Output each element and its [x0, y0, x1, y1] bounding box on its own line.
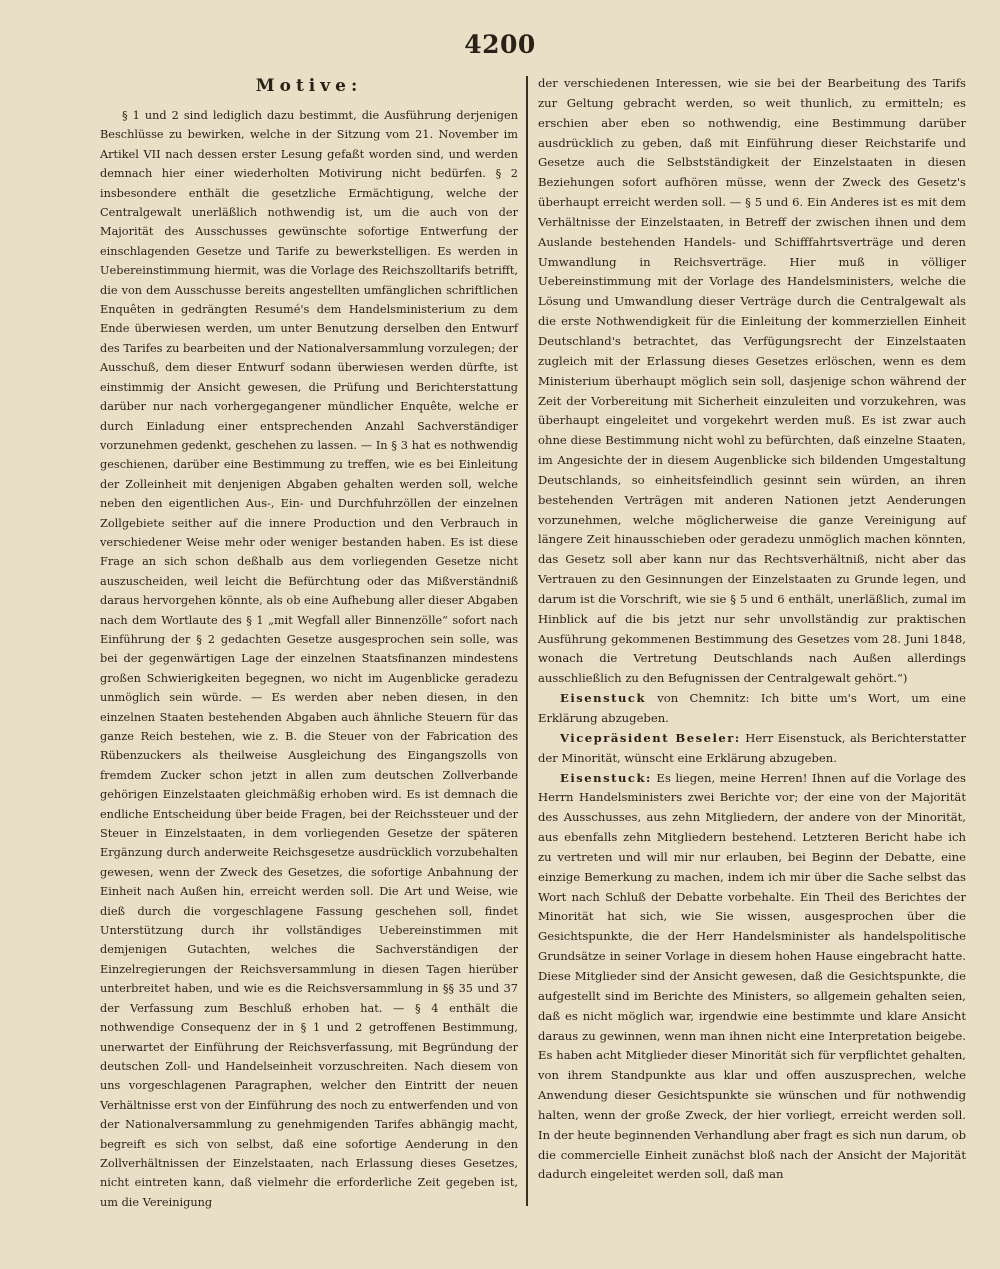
speech-vicepresident	[538, 729, 966, 769]
continuation-paragraph: der verschiedenen Interessen, wie sie bei der Bearbeitung des Tarifs zur Geltung gebracht werden, so weit thunlich, zu ermitteln; es erschien aber eben so nothwendig, eine Bestimmung darüber ausdrücklich zu geben, daß mit Einführung dieser Reichstarife und Gesetze auch die Selbstständigkeit der Einzelstaaten in diesen Beziehungen sofort aufhören müsse, wenn der Zweck des Gesetz's überhaupt erreicht werden soll. — § 5 und 6. Ein Anderes ist es mit dem Verhältnisse der Einzelstaaten, in Betreff der zwischen ihnen und dem Auslande bestehenden Handels- und Schifffahrtsverträge und deren Umwandlung in Reichsverträge. Hier muß in völliger Uebereinstimmung mit der Vorlage des Handelsministers, welche die Lösung und Umwandlung dieser Verträge durch die Centralgewalt als die erste Nothwendigkeit für die Einleitung der kommerziellen Einheit Deutschland's betrachtet, das Verfügungsrecht der Einzelstaaten zugleich mit der Erlassung dieses Gesetzes erlöschen, wenn es dem Ministerium überhaupt möglich sein soll, dasjenige schon während der Zeit der Vorbereitung mit Sicherheit einzuleiten und vorzukehren, was überhaupt eingeleitet und vorgekehrt werden muß. Es ist zwar auch ohne diese Bestimmung nicht wohl zu befürchten, daß einzelne Staaten, im Angesichte der in diesem Augenblicke sich bildenden Umgestaltung Deutschlands, so einheitsfeindlich gesinnt sein würden, an ihren bestehenden Verträgen mit anderen Nationen jetzt Aenderungen vorzunehmen, welche möglicherweise die ganze Vereinigung auf längere Zeit hinausschieben oder geradezu unmöglich machen könnten, das Gesetz soll aber kann nur das Rechtsverhältniß, nicht aber das Vertrauen zu den Gesinnungen der Einzelstaaten zu Grunde legen, und darum ist die Vorschrift, wie sie § 5 und 6 enthält, unerläßlich, zumal im Hinblick auf die bis jetzt nur sehr unvollständig zur praktischen Ausführung gekommenen Bestimmung des Gesetzes vom 28. Juni 1848, wonach die Vertretung Deutschlands nach Außen allerdings ausschließlich zu den Befugnissen der Centralgewalt gehört.“)	[538, 76, 966, 686]
page-number: 4200	[464, 30, 536, 59]
speech-text: von Chemnitz: Ich bitte um's Wort, um eine Erklärung abzugeben.	[538, 691, 966, 725]
speech-eisenstuck-request	[538, 689, 966, 729]
speaker-name: Vicepräsident Beseler:	[560, 730, 741, 745]
right-column	[538, 74, 966, 1185]
column-divider	[526, 76, 528, 1206]
left-column	[100, 74, 518, 1212]
speech-text: Herr Eisenstuck, als Berichterstatter der Minorität, wünscht eine Erklärung abzugeben.	[538, 730, 967, 765]
section-heading: Motive:	[255, 76, 363, 96]
speech-text: Es liegen, meine Herren! Ihnen auf die Vorlage des Herrn Handelsministers zwei Berichte vor; der eine von der Majorität des Ausschusses, aus zehn Mitgliedern, der andere von der Minorität, aus ebenfalls zehn Mitgliedern bestehend. Letzteren Bericht habe ich zu vertreten und will mir nur erlauben, bei Beginn der Debatte, eine einzige Bemerkung zu machen, indem ich mir über die Sache selbst das Wort nach Schluß der Debatte vorbehalte. Ein Theil des Berichtes der Minorität hat sich, wie Sie wissen, ausgesprochen über die Gesichtspunkte, die der Herr Handelsminister als handelspolitische Grundsätze in seiner Vorlage in diesem hohen Hause eingebracht hatte. Diese Mitglieder sind der Ansicht gewesen, daß die Gesichtspunkte, die aufgestellt sind im Berichte des Ministers, so allgemein gehalten seien, daß es nicht möglich war, irgendwie eine bestimmte und klare Ansicht daraus zu gewinnen, wenn man ihnen nicht eine Interpretation beigebe. Es haben acht Mitglieder dieser Minorität sich für verpflichtet gehalten, von ihrem Standpunkte aus klar und offen auszusprechen, welche Anwendung dieser Gesichtspunkte sie wünschen und für nothwendig halten, wenn der große Zweck, der hier vorliegt, erreicht werden soll. In der heute beginnenden Verhandlung aber fragt es sich nun darum, ob die commercielle Einheit zunächst bloß nach der Ansicht der Majorität dadurch eingeleitet werden soll, daß man	[538, 770, 967, 1182]
speech-eisenstuck	[538, 769, 966, 1186]
motive-paragraph: § 1 und 2 sind lediglich dazu bestimmt, die Ausführung derjenigen Beschlüsse zu bewirken, welche in der Sitzung vom 21. November im Artikel VII nach dessen erster Lesung gefaßt worden sind, und werden demnach hier einer wiederholten Motivirung nicht bedürfen. § 2 insbesondere enthält die gesetzliche Ermächtigung, welche der Centralgewalt unerläßlich nothwendig ist, um die auch von der Majorität des Ausschusses gewünschte sofortige Entwerfung der einschlagenden Gesetze und Tarife zu bewerkstelligen. Es werden in Uebereinstimmung hiermit, was die Vorlage des Reichszolltarifs betrifft, die von dem Ausschusse bereits angestellten umfänglichen schriftlichen Enquêten in gedrängten Resumé's dem Handelsministerium zu dem Ende überwiesen werden, um unter Benutzung derselben den Entwurf des Tarifes zu bearbeiten und der Nationalversammlung vorzulegen; der Ausschuß, dem dieser Entwurf sodann überwiesen werden dürfte, ist einstimmig der Ansicht gewesen, die Prüfung und Berichterstattung darüber nur nach vorhergegangener mündlicher Enquête, welche er durch Einladung einer entsprechenden Anzahl Sachverständiger vorzunehmen gedenkt, geschehen zu lassen. — In § 3 hat es nothwendig geschienen, darüber eine Bestimmung zu treffen, wie es bei Einleitung der Zolleinheit mit denjenigen Abgaben gehalten werden soll, welche neben den eigentlichen Aus-, Ein- und Durchfuhrzöllen der einzelnen Zollgebiete seither auf die innere Production und den Verbrauch in verschiedener Weise mehr oder weniger bestanden haben. Es ist diese Frage an sich schon deßhalb aus dem vorliegenden Gesetze nicht auszuscheiden, weil leicht die Befürchtung oder das Mißverständniß daraus hervorgehen könnte, als ob eine Aufhebung aller dieser Abgaben nach dem Wortlaute des § 1 „mit Wegfall aller Binnenzölle“ sofort nach Einführung der § 2 gedachten Gesetze ausgesprochen sein solle, was bei der gegenwärtigen Lage der einzelnen Staatsfinanzen mindestens großen Schwierigkeiten begegnen, wo nicht im Augenblicke geradezu unmöglich sein würde. — Es werden aber neben diesen, in den einzelnen Staaten bestehenden Abgaben auch ähnliche Steuern für das ganze Reich bestehen, wie z. B. die Steuer von der Fabrication des Rübenzuckers als theilweise Ausgleichung des Eingangszolls von fremdem Zucker schon jetzt in allen zum deutschen Zollverbande gehörigen Einzelstaaten gleichmäßig erhoben wird. Es ist demnach die endliche Entscheidung über beide Fragen, bei der Reichssteuer und der Steuer in Einzelstaaten, in dem vorliegenden Gesetze der späteren Ergänzung durch anderweite Reichsgesetze ausdrücklich vorzubehalten gewesen, wenn der Zweck des Gesetzes, die sofortige Anbahnung der Einheit nach Außen hin, erreicht werden soll. Die Art und Weise, wie dieß durch die vorgeschlagene Fassung geschehen soll, findet Unterstützung durch ihr vollständiges Uebereinstimmen mit demjenigen Gutachten, welches die Sachverständigen der Einzelregierungen der Reichsversammlung in diesen Tagen hierüber unterbreitet haben, und wie es die Reichsversammlung in §§ 35 und 37 der Verfassung zum Beschluß erhoben hat. — § 4 enthält die nothwendige Consequenz der in § 1 und 2 getroffenen Bestimmung, unerwartet der Einführung der Reichsverfassung, mit Begründung der deutschen Zoll- und Handelseinheit vorzuschreiten. Nach diesem von uns vorgeschlagenen Paragraphen, welcher den Eintritt der neuen Verhältnisse erst von der Einführung des noch zu entwerfenden und von der Nationalversammlung zu genehmigenden Tarifes abhängig macht, begreift es sich von selbst, daß eine sofortige Aenderung in den Zollverhältnissen der Einzelstaaten, nach Erlassung dieses Gesetzes, nicht eintreten kann, daß vielmehr die erforderliche Zeit gegeben ist, um die Vereinigung	[100, 109, 518, 1209]
speaker-name: Eisenstuck	[560, 691, 646, 706]
speaker-name: Eisenstuck:	[560, 770, 652, 785]
